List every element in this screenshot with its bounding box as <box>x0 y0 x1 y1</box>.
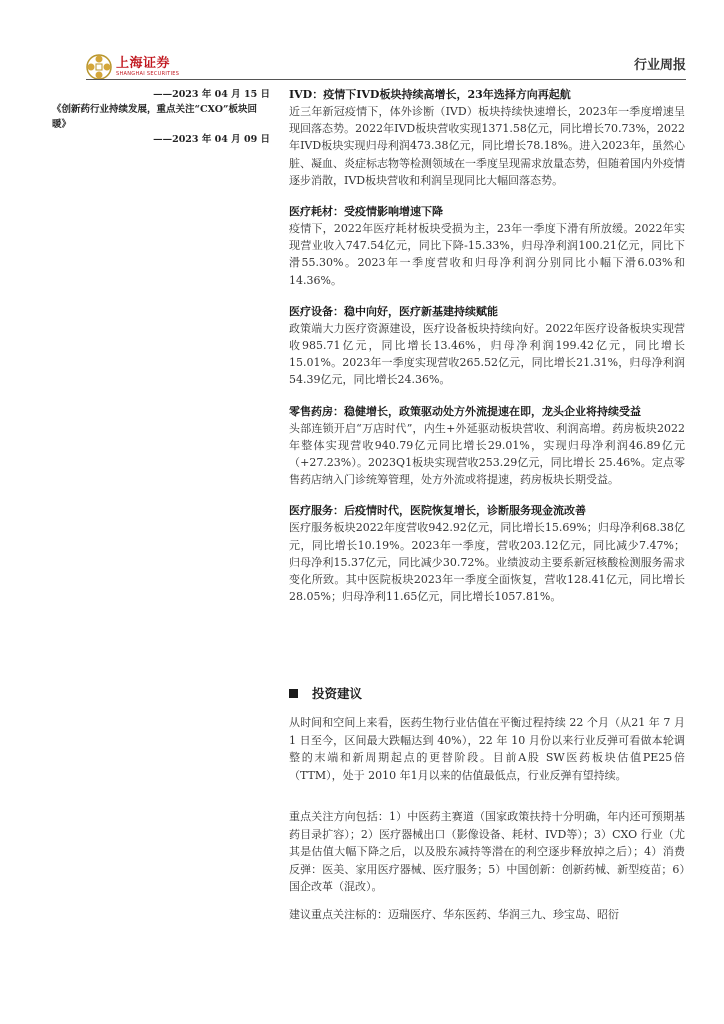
section-equipment <box>289 303 685 389</box>
investment-paragraph-3: 建议重点关注标的：迈瑞医疗、华东医药、华润三九、珍宝岛、昭衍 <box>289 908 619 921</box>
section-body: 头部连锁开启“万店时代”，内生+外延驱动板块营收、利润高增。药房板块2022年整体实现营收940.79亿元同比增长29.01%，实现归母净利润46.89亿元（+27.23%）。2023Q1板块实现营收253.29亿元，同比增长 25.46%。定点零售药店纳入门诊统筹管理，处方外流或将提速，药房板块长期受益。 <box>289 421 685 487</box>
related-report-date-1: ——2023 年 04 月 15 日 <box>153 89 270 100</box>
section-body: 近三年新冠疫情下，体外诊断（IVD）板块持续快速增长，2023年一季度增速呈现回落态势。2022年IVD板块营收实现1371.58亿元，同比增长70.73%，2022年IVD板块实现归母利润473.38亿元，同比增长78.18%。进入2023年，虽然心脏、凝血、炎症标志物等检测领域在一季度呈现需求放量态势，但随着国内外疫情逐步消散，IVD板块营收和利润呈现同比大幅回落态势。 <box>289 105 685 187</box>
section-title: 医疗耗材：受疫情影响增速下降 <box>289 205 443 219</box>
bullet-square-icon <box>289 689 298 698</box>
section-retail-pharmacy <box>289 403 685 489</box>
related-report-title[interactable]: 《创新药行业持续发展，重点关注“CXO”板块回暖》 <box>52 104 257 130</box>
investment-advice-heading <box>289 684 685 702</box>
report-type-label: 行业周报 <box>633 58 686 73</box>
section-body: 疫情下，2022年医疗耗材板块受损为主，23年一季度下滑有所放缓。2022年实现营业收入747.54亿元，同比下降-15.33%，归母净利润100.21亿元，同比下滑55.30%。2023年一季度营收和归母净利润分别同比小幅下滑6.03%和14.36%。 <box>289 222 685 287</box>
section-title: 医疗服务：后疫情时代，医院恢复增长，诊断服务现金流改善 <box>289 504 586 518</box>
page-header <box>86 44 686 84</box>
brand-logo <box>86 54 179 80</box>
section-body: 政策端大力医疗资源建设，医疗设备板块持续向好。2022年医疗设备板块实现营收985.71亿元，同比增长13.46%，归母净利润199.42亿元，同比增长15.01%。2023年一季度实现营收265.52亿元，同比增长21.31%，归母净利润54.39亿元，同比增长24.36%。 <box>289 321 685 387</box>
logo-name-en: SHANGHAI SECURITIES <box>116 71 180 77</box>
heading-text: 投资建议 <box>312 686 363 701</box>
investment-paragraph-1: 从时间和空间上来看，医药生物行业估值在平衡过程持续 22 个月（从21 年 7 月 1 日至今，区间最大跌幅达到 40%），22 年 10 月份以来行业反弹可看做本轮调整的末端和新周期起点的更替阶段。目前A股 SW医药板块估值PE25倍（TTM），处于 2010 年1月以来的估值最低点，行业反弹有望持续。 <box>289 716 685 782</box>
section-title: 医疗设备：稳中向好，医疗新基建持续赋能 <box>289 304 498 318</box>
logo-emblem-icon <box>86 54 112 80</box>
main-content <box>289 86 685 619</box>
section-ivd <box>289 86 685 189</box>
section-consumables <box>289 203 685 289</box>
related-reports <box>52 87 270 147</box>
logo-name-cn: 上海证券 <box>116 56 171 71</box>
section-body: 医疗服务板块2022年度营收942.92亿元，同比增长15.69%；归母净利68.38亿元，同比增长10.19%。2023年一季度，营收203.12亿元，同比减少7.47%；归母净利15.37亿元，同比减少30.72%。业绩波动主要系新冠核酸检测服务需求变化所致。其中医院板块2023年一季度全面恢复，营收128.41亿元，同比增长28.05%；归母净利11.65亿元，同比增长1057.81%。 <box>289 521 685 604</box>
section-medical-services <box>289 502 685 605</box>
header-divider <box>86 79 686 80</box>
section-title: 零售药房：稳健增长，政策驱动处方外流提速在即，龙头企业将持续受益 <box>289 404 641 418</box>
section-title: IVD：疫情下IVD板块持续高增长，23年选择方向再起航 <box>289 88 571 101</box>
investment-paragraph-2: 重点关注方向包括：1）中医药主赛道（国家政策扶持十分明确，年内还可预期基药目录扩容）；2）医疗器械出口（影像设备、耗材、IVD等）；3）CXO 行业（尤其是估值大幅下降之后，以及股东减持等潜在的利空逐步释放掉之后）；4）消费反弹：医美、家用医疗器械、医疗服务；5）中国创新：创新药械、新型疫苗；6）国企改革（混改）。 <box>289 810 685 893</box>
related-report-date-2: ——2023 年 04 月 09 日 <box>153 134 270 145</box>
